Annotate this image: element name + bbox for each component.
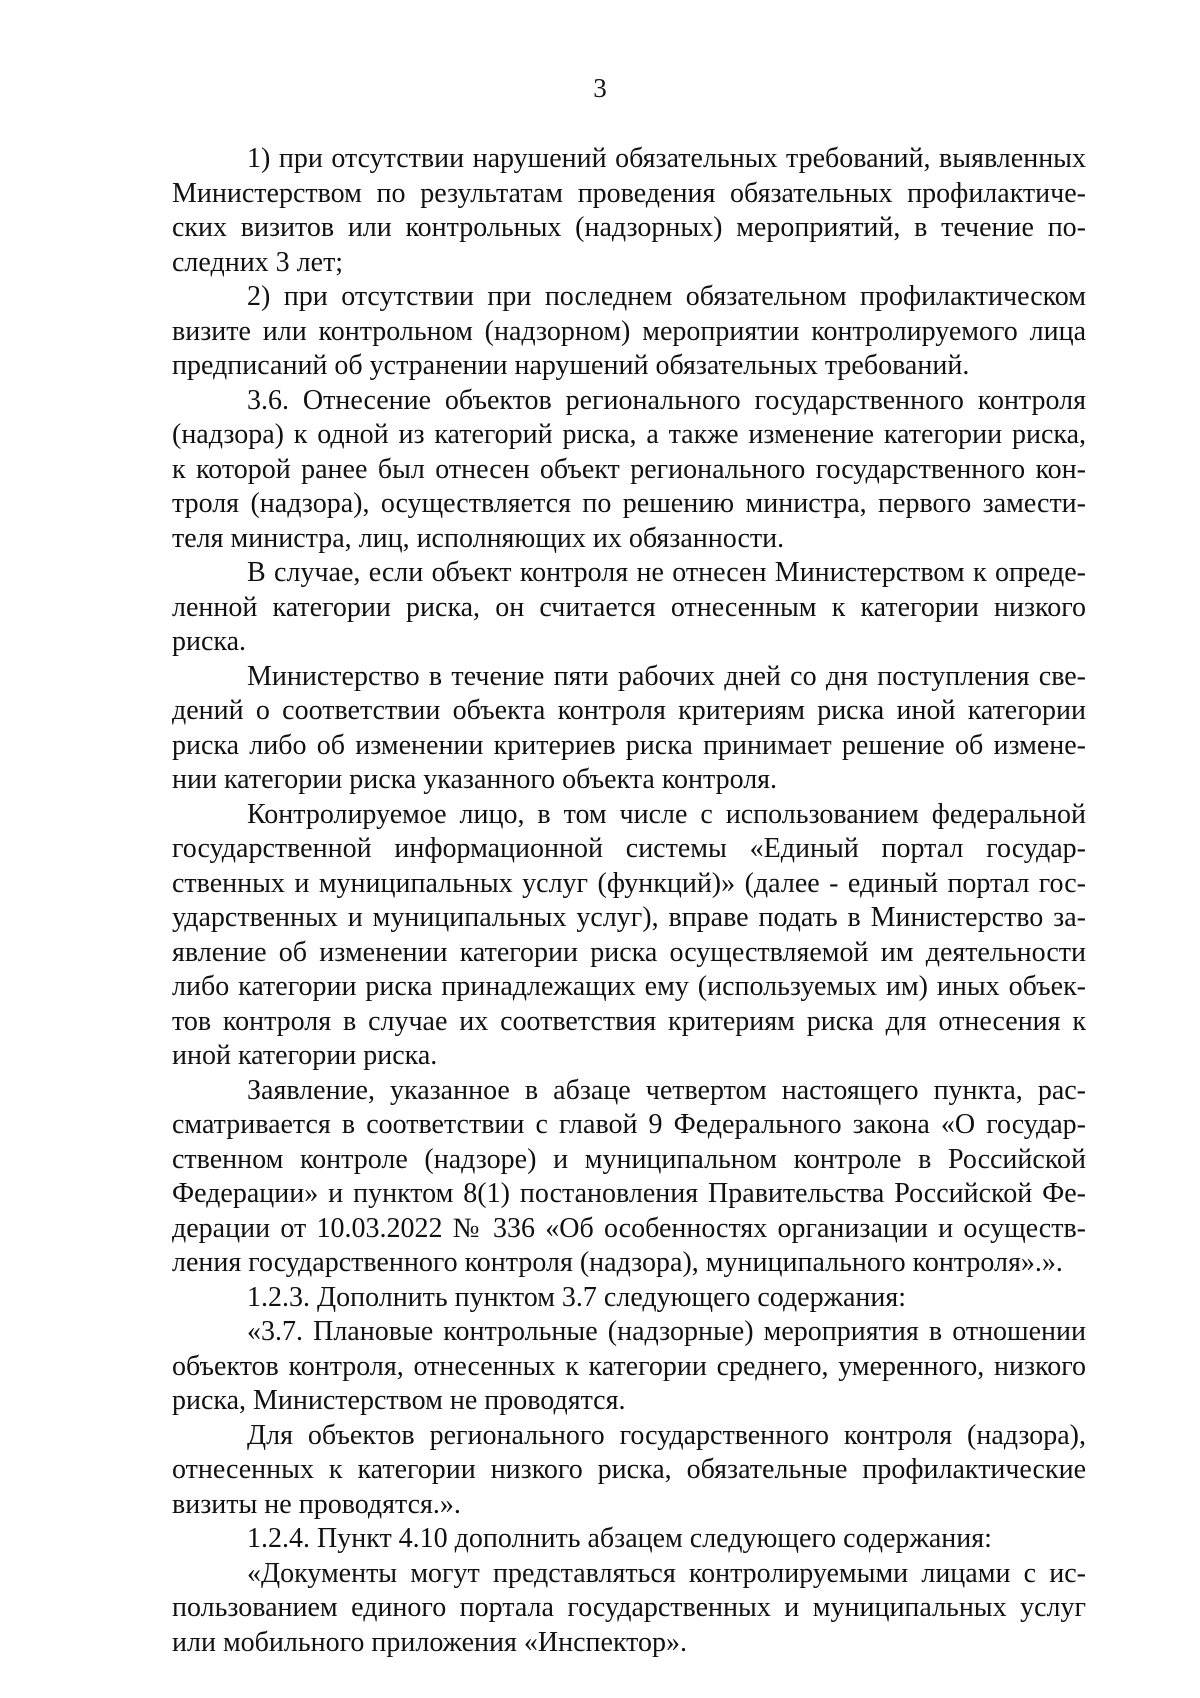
paragraph [172, 1522, 1086, 1557]
text-line: риска, Министерством не проводятся. [172, 1385, 626, 1416]
text-line: ственных и муниципальных услуг (функций)» (далее - единый портал гос- [172, 867, 1086, 899]
text-line: 1.2.4. Пункт 4.10 дополнить абзацем следующего содержания: [247, 1523, 992, 1554]
paragraph [172, 1557, 1086, 1661]
text-line: либо категории риска принадлежащих ему (используемых им) иных объек- [172, 971, 1086, 1002]
text-line: Министерством по результатам проведения обязательных профилактиче- [172, 177, 1086, 209]
text-line: «Документы могут представляться контролируемыми лицами с ис- [247, 1557, 1086, 1589]
text-line: Для объектов регионального государственного контроля (надзора), [247, 1419, 1086, 1451]
text-line: Контролируемое лицо, в том числе с использованием федеральной [247, 798, 1086, 830]
text-line: дений о соответствии объекта контроля критериям риска иной категории [172, 695, 1086, 726]
text-line: 1.2.3. Дополнить пунктом 3.7 следующего содержания: [247, 1281, 907, 1313]
paragraph [172, 142, 1086, 280]
document-body [172, 142, 1086, 1660]
text-line: 3.6. Отнесение объектов регионального государственного контроля [247, 384, 1086, 416]
page-number: 3 [593, 73, 607, 103]
text-line: ленной категории риска, он считается отнесенным к категории низкого [172, 591, 1086, 623]
text-line: предписаний об устранении нарушений обязательных требований. [172, 350, 970, 381]
text-line: визиты не проводятся.». [172, 1488, 461, 1520]
paragraph [172, 556, 1086, 660]
text-line: пользованием единого портала государственных и муниципальных услуг [172, 1592, 1086, 1623]
text-line: риска. [172, 626, 247, 657]
text-line: Федерации» и пунктом 8(1) постановления Правительства Российской Фе- [172, 1178, 1086, 1209]
text-line: Министерство в течение пяти рабочих дней со дня поступления све- [247, 660, 1086, 692]
paragraph [172, 798, 1086, 1074]
text-line: визите или контрольном (надзорном) мероприятии контролируемого лица [172, 315, 1086, 347]
text-line: «3.7. Плановые контрольные (надзорные) мероприятия в отношении [247, 1316, 1086, 1347]
text-line: Заявление, указанное в абзаце четвертом настоящего пункта, рас- [247, 1074, 1086, 1106]
text-line: ских визитов или контрольных (надзорных) мероприятий, в течение по- [172, 212, 1086, 243]
text-line: 2) при отсутствии при последнем обязательном профилактическом [247, 281, 1086, 312]
text-line: или мобильного приложения «Инспектор». [172, 1626, 688, 1658]
text-line: отнесенных к категории низкого риска, обязательные профилактические [172, 1454, 1086, 1485]
text-line: ударственных и муниципальных услуг), вправе подать в Министерство за- [172, 902, 1086, 933]
text-line: тов контроля в случае их соответствия критериям риска для отнесения к [172, 1005, 1086, 1037]
text-line: следних 3 лет; [172, 246, 344, 278]
text-line: нии категории риска указанного объекта контроля. [172, 764, 778, 795]
text-line: государственной информационной системы «Единый портал государ- [172, 833, 1086, 864]
text-line: объектов контроля, отнесенных к категории среднего, умеренного, низкого [172, 1350, 1086, 1382]
paragraph [172, 384, 1086, 557]
text-line: ственном контроле (надзоре) и муниципальном контроле в Российской [172, 1143, 1086, 1175]
text-line: теля министра, лиц, исполняющих их обязанности. [172, 522, 785, 554]
paragraph [172, 280, 1086, 384]
text-line: явление об изменении категории риска осуществляемой им деятельности [172, 936, 1086, 968]
text-line: дерации от 10.03.2022 № 336 «Об особенностях организации и осуществ- [172, 1212, 1086, 1244]
paragraph [172, 1074, 1086, 1281]
text-line: В случае, если объект контроля не отнесен Министерством к опреде- [247, 557, 1086, 588]
text-line: 1) при отсутствии нарушений обязательных требований, выявленных [247, 143, 1086, 174]
text-line: троля (надзора), осуществляется по решению министра, первого замести- [172, 488, 1086, 519]
text-line: ления государственного контроля (надзора), муниципального контроля».». [172, 1247, 1063, 1278]
text-line: иной категории риска. [172, 1040, 438, 1071]
paragraph [172, 1315, 1086, 1419]
text-line: (надзора) к одной из категорий риска, а также изменение категории риска, [172, 419, 1086, 450]
paragraph [172, 1419, 1086, 1523]
text-line: сматривается в соответствии с главой 9 Федерального закона «О государ- [172, 1109, 1086, 1140]
text-line: к которой ранее был отнесен объект регионального государственного кон- [172, 453, 1086, 485]
paragraph [172, 1281, 1086, 1316]
paragraph [172, 660, 1086, 798]
text-line: риска либо об изменении критериев риска принимает решение об измене- [172, 729, 1086, 761]
